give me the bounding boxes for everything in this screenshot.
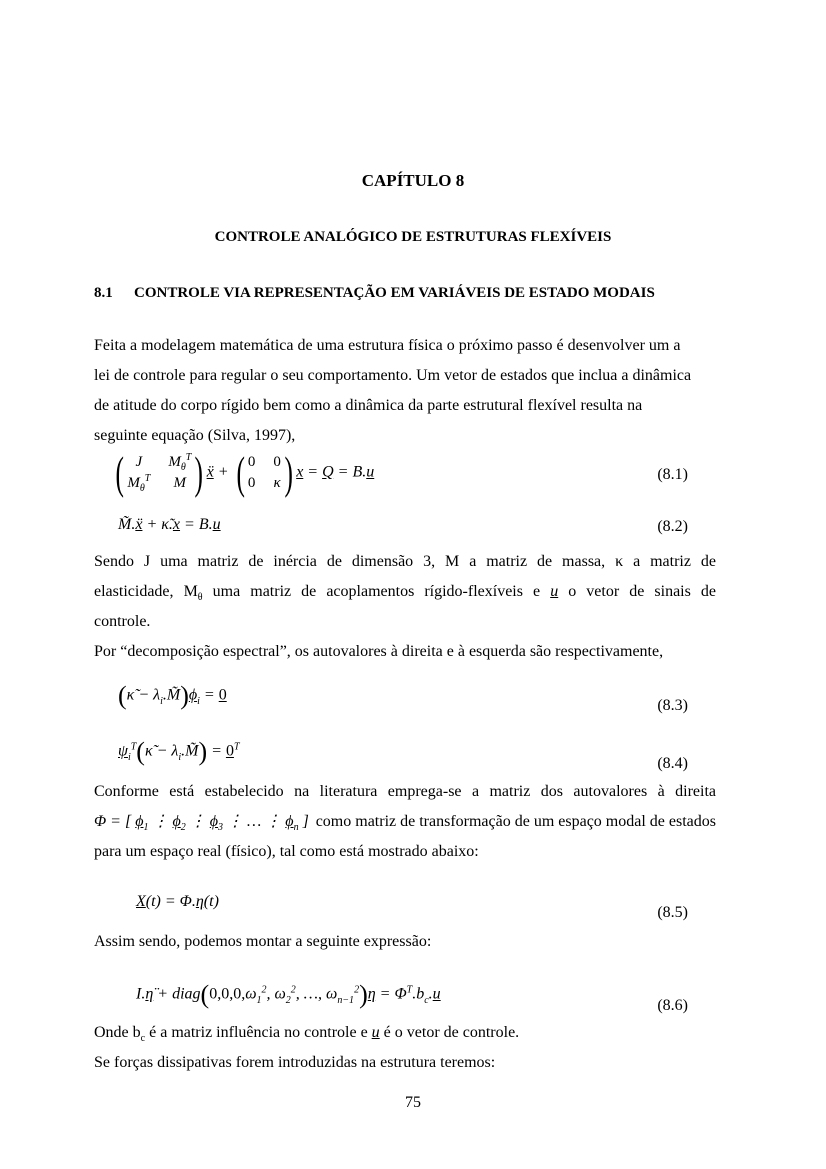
paragraph-control: Onde $b_c$ é a matriz influência no controle e u é o vetor de controle. Se forças dissipativas forem introduzidas na estrutura teremos: xyxy=(94,1024,520,1071)
equation-8-2: M̃.ẍ + κ̃.x = B.u xyxy=(118,516,221,533)
equation-8-4: $\psi_i^T(\kappã$ − $\lambda_i.M̃) = 0^T$ xyxy=(118,737,240,766)
equation-number: (8.2) xyxy=(657,518,688,535)
equation-number: (8.5) xyxy=(657,904,688,921)
section-title: CONTROLE VIA REPRESENTAÇÃO EM VARIÁVEIS DE ESTADO MODAIS xyxy=(134,285,655,301)
equation-8-1: ( J $M_\theta^T$ $M_\theta^T$ M ) ẍ + ( 0 0 0 κ ) x = Q = B.u xyxy=(115,447,375,498)
chapter-title: CONTROLE ANALÓGICO DE ESTRUTURAS FLEXÍVEIS xyxy=(214,229,612,245)
section-number: 8.1 xyxy=(94,285,113,301)
paragraph-expression: Assim sendo, podemos montar a seguinte expressão: xyxy=(94,933,432,950)
equation-number: (8.6) xyxy=(657,997,688,1014)
paragraph-definitions: Sendo J uma matriz de inércia de dimensão 3, M a matriz de massa, κ a matriz de elasticidade, $M_\theta$ uma matriz de acoplamentos rígido-flexíveis e u o vetor de sinais de controle. xyxy=(94,553,716,630)
paragraph-transformation: Conforme está estabelecido na literatura emprega-se a matriz dos autovalores à direita Φ = [ $\phi_1$ ⋮ $\phi_2$ ⋮ $\phi_3$ ⋮ … ⋮ $\phi_n$ ] como matriz de transformação de um espaço modal de estados para um espaço real (físico), tal como está mostrado abaixo: xyxy=(94,783,716,860)
chapter-label: CAPÍTULO 8 xyxy=(361,171,465,190)
paragraph-intro: Feita a modelagem matemática de uma estrutura física o próximo passo é desenvolver um a lei de controle para regular o seu comportamento. Um vetor de estados que inclua a dinâmica de atitude do corpo rígido bem como a dinâmica da parte estrutural flexível resulta na seguinte equação (Silva, 1997), xyxy=(94,337,692,444)
equation-8-6: I.η̈ + $diag(0,0,0,\omega_1^2$, $\omega_2^2$, …, $\omega_{n-1}^2)\eta = \Phi^T.b_c.u$ xyxy=(136,980,441,1009)
equation-number: (8.4) xyxy=(657,755,688,772)
paragraph-spectral: Por “decomposição espectral”, os autovalores à direita e à esquerda são respectivamente, xyxy=(94,643,664,660)
page-number: 75 xyxy=(405,1094,421,1111)
equation-8-5: X(t) = Φ.η(t) xyxy=(136,893,219,910)
equation-number: (8.3) xyxy=(657,697,688,714)
equation-8-3: (κ̃ − $\lambda_i.M̃)\phi_i = 0$ xyxy=(118,681,227,710)
equation-number: (8.1) xyxy=(657,466,688,483)
